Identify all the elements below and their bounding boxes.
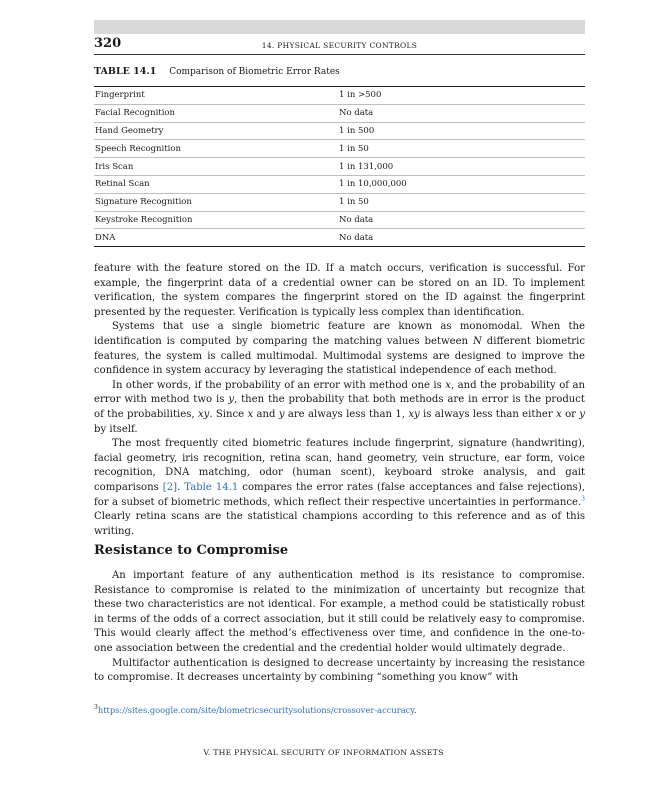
table-row — [94, 104, 585, 122]
error-rate-cell: No data — [338, 211, 585, 229]
table-row — [94, 158, 585, 176]
footnote-url-link[interactable]: https://sites.google.com/site/biometricsecuritysolutions/crossover-accuracy — [97, 705, 414, 715]
paragraph: In other words, if the probability of an error with method one is x, and the probability of an error with method two is y, then the probability that both methods are in error is the product of the probabilities, xy. Since x and y are always less than 1, xy is always less than either x or y by itself. — [94, 379, 585, 435]
citation-link[interactable]: [2] — [162, 481, 178, 493]
error-rate-cell: No data — [339, 232, 374, 243]
method-cell: Keystroke Recognition — [94, 211, 338, 229]
section-text — [94, 569, 585, 686]
table-caption-text: Comparison of Biometric Error Rates — [169, 67, 340, 77]
error-rate-cell: No data — [338, 104, 585, 122]
table-row — [94, 211, 585, 229]
page-number: 320 — [94, 36, 122, 51]
method-cell: Fingerprint — [94, 87, 338, 105]
error-rate-cell: 1 in >500 — [338, 87, 585, 105]
footnote-number: 3 — [94, 704, 98, 712]
table-row — [94, 122, 585, 140]
chapter-title: 14. PHYSICAL SECURITY CONTROLS — [261, 41, 418, 50]
running-header — [94, 36, 585, 55]
running-footer: V. THE PHYSICAL SECURITY OF INFORMATION ASSETS — [203, 748, 444, 757]
paragraph: An important feature of any authentication method is its resistance to compromise. Resistance to compromise is related to the minimization of uncertainty but recognize that these two characteristics are not identical. For example, a method could be statistically robust in terms of the odds of a correct association, but it still could be relatively easy to compromise. This would clearly affect the method’s effectiveness over time, and confidence in the one-to-one association between the credential and the credential holder would ultimately degrade. — [94, 570, 585, 654]
method-cell: Retinal Scan — [94, 175, 338, 193]
error-rate-cell: 1 in 50 — [338, 140, 585, 158]
error-rate-cell: 1 in 500 — [338, 122, 585, 140]
section-heading: Resistance to Compromise — [94, 543, 289, 558]
biometric-error-table — [94, 86, 585, 247]
method-cell: DNA — [95, 232, 116, 243]
paragraph: feature with the feature stored on the ID. If a match occurs, verification is successful. For example, the fingerprint data of a credential owner can be stored on an ID. To implement verification, the system compares the fingerprint stored on the ID against the fingerprint presented by the requester. Verification is typically less complex than identification. — [94, 263, 585, 318]
table-reference-link[interactable]: Table 14.1 — [184, 481, 239, 493]
table-row — [94, 175, 585, 193]
footnote-marker[interactable]: 3 — [581, 495, 585, 503]
table-row — [94, 193, 585, 211]
paragraph: Multifactor authentication is designed to decrease uncertainty by increasing the resistance to compromise. It decreases uncertainty by combining “something you know” with — [94, 657, 585, 684]
method-cell: Hand Geometry — [94, 122, 338, 140]
error-rate-cell: 1 in 131,000 — [338, 158, 585, 176]
table-caption — [94, 66, 340, 77]
method-cell: Iris Scan — [94, 158, 338, 176]
method-cell: Facial Recognition — [94, 104, 338, 122]
method-cell: Signature Recognition — [94, 193, 338, 211]
table-label: TABLE 14.1 — [94, 66, 157, 77]
table-row — [94, 87, 585, 105]
error-rate-cell: 1 in 10,000,000 — [338, 175, 585, 193]
paragraph: Systems that use a single biometric feature are known as monomodal. When the identification is computed by comparing the matching values between N different biometric features, the system is called multimodal. Multimodal systems are designed to improve the confidence in system accuracy by leveraging the statistical independence of each method. — [94, 321, 585, 377]
table-row — [94, 229, 585, 247]
error-rate-cell: 1 in 50 — [338, 193, 585, 211]
body-text — [94, 262, 585, 539]
method-cell: Speech Recognition — [94, 140, 338, 158]
top-band — [94, 20, 585, 34]
table-row — [94, 140, 585, 158]
footnote: $^3$https://sites.google.com/site/biometricsecuritysolutions/crossover-accuracy. — [94, 704, 417, 715]
paragraph: The most frequently cited biometric features include fingerprint, signature (handwriting), facial geometry, iris recognition, retina scan, hand geometry, vein structure, ear form, voice recognition, DNA matching, odor (human scent), keyboard stroke analysis, and gait comparisons [2]. Table 14.1 compares the error rates (false acceptances and false rejections), for a subset of biometric methods, which reflect their respective uncertainties in performance.$^3$ Clearly retina scans are the statistical champions according to this reference and as of this writing. — [94, 438, 585, 537]
